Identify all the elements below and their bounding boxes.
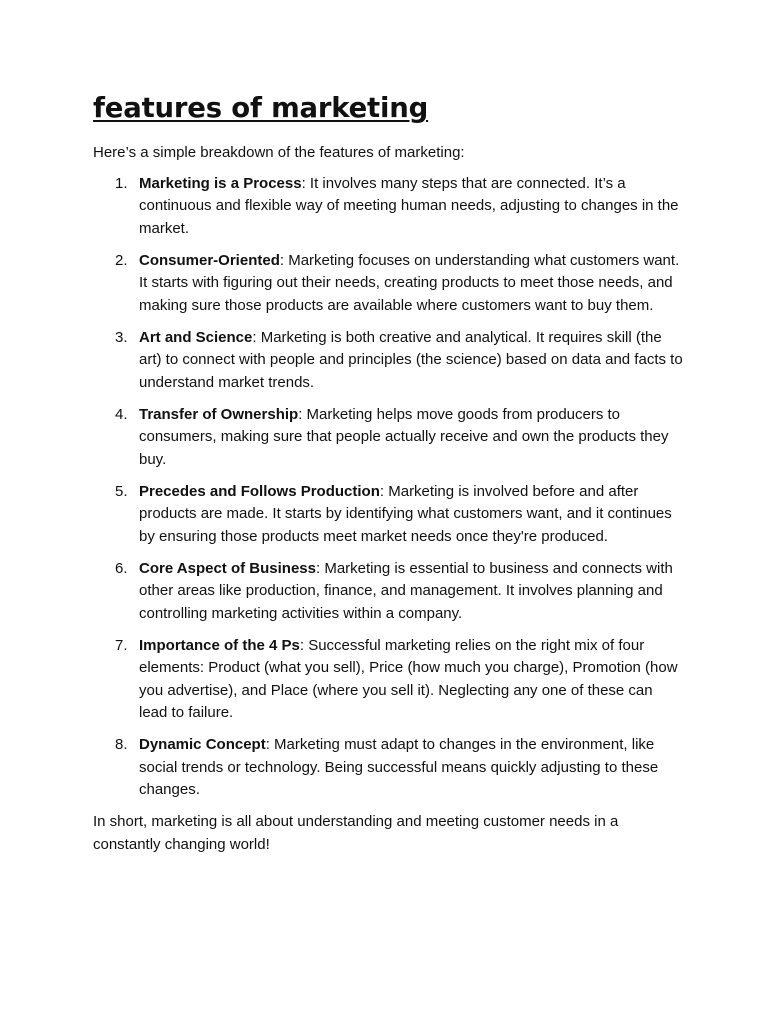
list-item xyxy=(115,558,683,626)
list-item xyxy=(115,481,683,549)
list-item-heading: Consumer-Oriented xyxy=(139,251,280,269)
list-item-text: : Marketing is both creative and analytical. It requires skill (the art) to connect with people and principles (the science) based on data and facts to understand market trends. xyxy=(139,328,683,391)
list-item-heading: Dynamic Concept xyxy=(139,736,266,753)
list-item-number: 7. xyxy=(115,636,128,654)
features-list xyxy=(93,173,683,802)
list-item-text: : It involves many steps that are connected. It’s a continuous and flexible way of meeting human needs, adjusting to changes in the market. xyxy=(139,174,679,237)
list-item-heading: Art and Science xyxy=(139,328,253,346)
list-item-heading: Transfer of Ownership xyxy=(139,405,299,423)
list-item xyxy=(115,250,683,318)
list-item-heading: Importance of the 4 Ps xyxy=(139,636,300,654)
list-item-number: 1. xyxy=(115,174,128,192)
list-item-text: : Marketing helps move goods from producers to consumers, making sure that people actually receive and own the products they buy. xyxy=(139,405,669,468)
list-item-number: 2. xyxy=(115,251,128,269)
list-item-number: 3. xyxy=(115,328,128,346)
list-item xyxy=(115,404,683,472)
list-item-number: 8. xyxy=(115,736,128,753)
list-item xyxy=(115,734,683,802)
list-item-heading: Precedes and Follows Production xyxy=(139,482,380,500)
list-item-heading: Core Aspect of Business xyxy=(139,559,316,577)
list-item-text: : Marketing is essential to business and connects with other areas like production, finance, and management. It involves planning and controlling marketing activities within a company. xyxy=(139,559,673,622)
intro-paragraph: Here’s a simple breakdown of the features of marketing: xyxy=(93,144,465,161)
list-item xyxy=(115,173,683,241)
list-item-heading: Marketing is a Process xyxy=(139,174,302,192)
summary-paragraph: In short, marketing is all about understanding and meeting customer needs in a constantly changing world! xyxy=(93,813,619,853)
list-item-number: 5. xyxy=(115,482,128,500)
list-item-number: 4. xyxy=(115,405,128,423)
list-item-text: : Marketing must adapt to changes in the environment, like social trends or technology. Being successful means quickly adjusting to these changes. xyxy=(139,736,659,798)
list-item xyxy=(115,327,683,395)
list-item-text: : Marketing is involved before and after products are made. It starts by identifying what customers want, and it continues by ensuring those products meet market needs once they're produced. xyxy=(139,482,672,545)
list-item xyxy=(115,635,683,725)
page-title: features of marketing xyxy=(93,92,429,124)
document-page xyxy=(93,88,683,856)
list-item-text: : Successful marketing relies on the right mix of four elements: Product (what you sell), Price (how much you charge), Promotion (how you advertise), and Place (where you sell it). Neglecting any one of these can lead to failure. xyxy=(139,636,678,721)
list-item-text: : Marketing focuses on understanding what customers want. It starts with figuring out their needs, creating products to meet those needs, and making sure those products are available where customers want to buy them. xyxy=(139,251,680,314)
list-item-number: 6. xyxy=(115,559,128,577)
